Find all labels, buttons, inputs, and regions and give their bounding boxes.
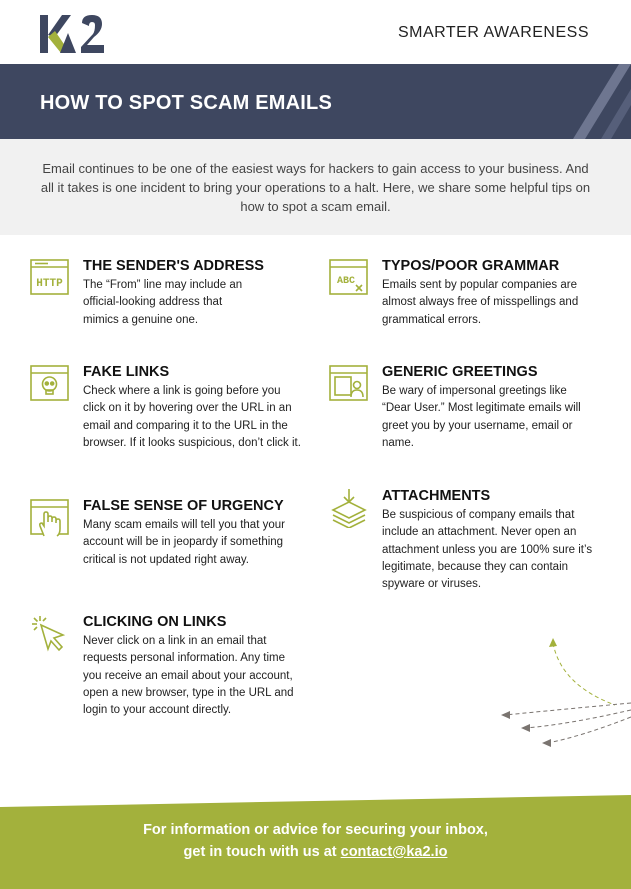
tip-body: Be suspicious of company emails that include an attachment. Never open an attachment unless you are 100% sure it’s legitimate, because they can contain spyware or viruses. bbox=[382, 509, 593, 591]
decorative-arrows bbox=[495, 635, 631, 750]
contact-footer bbox=[0, 795, 631, 889]
hand-window-icon bbox=[30, 498, 70, 538]
contact-email-link[interactable]: contact@ka2.io bbox=[340, 844, 448, 860]
footer-line-2 bbox=[0, 841, 631, 863]
brand-tagline: SMARTER AWARENESS bbox=[397, 24, 589, 41]
skull-window-icon bbox=[30, 364, 70, 404]
title-banner bbox=[0, 64, 631, 139]
tip-title: FAKE LINKS bbox=[83, 364, 170, 380]
tip-body: The “From” line may include an official-looking address that mimics a genuine one. bbox=[83, 279, 243, 326]
footer-text bbox=[0, 819, 631, 863]
tip-fake-links bbox=[30, 364, 300, 469]
tip-clicking-links bbox=[30, 614, 310, 739]
tip-title: GENERIC GREETINGS bbox=[382, 364, 538, 380]
page-header bbox=[0, 0, 631, 64]
intro-text: Email continues to be one of the easiest ways for hackers to gain access to your business. And all it takes is one incident to bring your operations to a halt. Here, we share some helpful tips on how to spot a scam email. bbox=[40, 161, 591, 214]
footer-line-2-prefix: get in touch with us at bbox=[183, 844, 341, 860]
tip-body: Emails sent by popular companies are almost always free of misspellings and grammatical errors. bbox=[382, 279, 579, 326]
cursor-click-icon bbox=[30, 614, 70, 654]
intro-section bbox=[0, 139, 631, 235]
page-title: HOW TO SPOT SCAM EMAILS bbox=[40, 92, 333, 114]
tip-typos-grammar bbox=[329, 258, 619, 328]
footer-line-1: For information or advice for securing your inbox, bbox=[143, 822, 488, 838]
svg-text:HTTP: HTTP bbox=[36, 278, 63, 290]
http-window-icon bbox=[30, 258, 70, 298]
tip-body: Be wary of impersonal greetings like “Dear User.” Most legitimate emails will greet you by your username, email or name. bbox=[382, 385, 581, 449]
user-window-icon bbox=[329, 364, 369, 404]
tip-generic-greetings bbox=[329, 364, 619, 454]
banner-stripes bbox=[511, 64, 631, 139]
attachment-layers-icon bbox=[329, 488, 369, 528]
tip-body: Many scam emails will tell you that your account will be in jeopardy if something critical is not updated right away. bbox=[83, 519, 285, 566]
tip-title: CLICKING ON LINKS bbox=[83, 614, 227, 630]
tip-title: TYPOS/POOR GRAMMAR bbox=[382, 258, 560, 274]
tip-body: Check where a link is going before you click on it by hovering over the URL in an email and comparing it to the URL in the browser. If it looks suspicious, don’t click it. bbox=[83, 385, 301, 449]
tip-senders-address bbox=[30, 258, 290, 328]
svg-text:ABC: ABC bbox=[336, 276, 356, 287]
ka2-logo bbox=[38, 13, 108, 55]
tip-attachments bbox=[329, 488, 619, 608]
tip-title: ATTACHMENTS bbox=[382, 488, 491, 504]
tip-false-urgency bbox=[30, 498, 300, 588]
tip-title: FALSE SENSE OF URGENCY bbox=[83, 498, 284, 514]
tip-body: Never click on a link in an email that requests personal information. Any time you receive an email about your account, open a new browser, type in the URL and login to your account directly. bbox=[83, 635, 294, 717]
tip-title: THE SENDER'S ADDRESS bbox=[83, 258, 264, 274]
abc-window-icon bbox=[329, 258, 369, 298]
